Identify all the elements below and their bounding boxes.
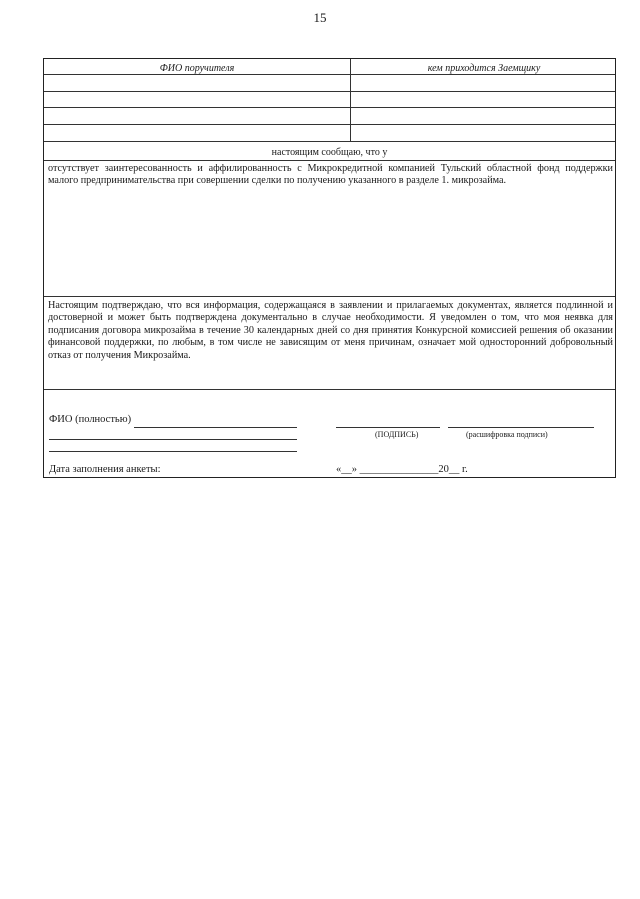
inform-line: настоящим сообщаю, что у	[271, 147, 388, 158]
section-divider	[44, 296, 615, 297]
signature-field[interactable]	[336, 427, 440, 428]
interest-statement: отсутствует заинтересованность и аффилированность с Микрокредитной компанией Тульский областной фонд поддержки малого предпринимательства при совершении сделки по получению указанного в разделе 1. микрозайма.	[48, 163, 613, 187]
table-row-divider	[44, 91, 615, 92]
full-name-field-line2[interactable]	[49, 439, 297, 440]
full-name-field[interactable]	[134, 427, 297, 428]
date-field[interactable]: «__» _______________20__ г.	[336, 464, 468, 475]
table-row-divider	[44, 107, 615, 108]
section-divider	[44, 160, 615, 161]
signature-decode-field[interactable]	[448, 427, 594, 428]
table-row-divider	[44, 141, 615, 142]
table-column-divider	[350, 59, 351, 141]
table-row-divider	[44, 74, 615, 75]
page-number: 15	[313, 10, 327, 25]
full-name-field-line3[interactable]	[49, 451, 297, 452]
signature-caption: (ПОДПИСЬ)	[375, 430, 419, 439]
application-form-frame	[43, 58, 616, 478]
full-name-label: ФИО (полностью)	[49, 414, 132, 425]
guarantor-name-header: ФИО поручителя	[159, 63, 235, 74]
section-divider	[44, 389, 615, 390]
relation-header: кем приходится Заемщику	[427, 63, 541, 74]
table-row-divider	[44, 124, 615, 125]
date-label: Дата заполнения анкеты:	[49, 464, 161, 475]
signature-decode-caption: (расшифровка подписи)	[466, 430, 548, 439]
confirmation-statement: Настоящим подтверждаю, что вся информация, содержащаяся в заявлении и прилагаемых документах, является подлинной и достоверной и может быть подтверждена документально в случае необходимости. Я уведомлен о том, что моя неявка для подписания договора микрозайма в течение 30 календарных дней со дня принятия Конкурсной комиссией решения об оказании финансовой поддержки, по любым, в том числе не зависящим от меня причинам, означает мой односторонний добровольный отказ от получения Микрозайма.	[48, 300, 613, 361]
